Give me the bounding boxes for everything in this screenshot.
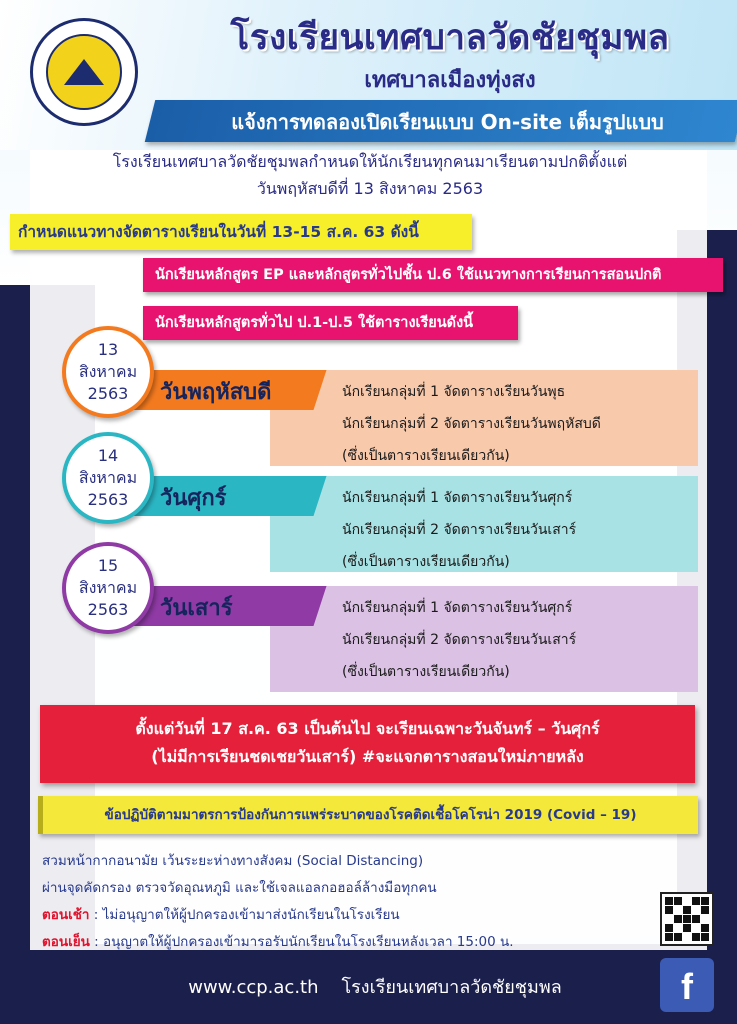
day-name: วันเสาร์ [160, 596, 233, 621]
footer-school-name: โรงเรียนเทศบาลวัดชัยชุมพล [341, 977, 562, 998]
website-link[interactable]: www.ccp.ac.th [188, 977, 319, 998]
date-month: สิงหาคม [78, 362, 138, 381]
date-year: 2563 [87, 600, 129, 619]
intro-line-1: โรงเรียนเทศบาลวัดชัยชุมพลกำหนดให้นักเรียนทุกคนมาเรียนตามปกติตั้งแต่ [112, 152, 628, 171]
date-year: 2563 [87, 384, 129, 403]
schedule-line: นักเรียนกลุ่มที่ 1 จัดตารางเรียนวันศุกร์ [342, 490, 573, 506]
schedule-line: นักเรียนกลุ่มที่ 2 จัดตารางเรียนวันพฤหัสบดี [342, 416, 601, 432]
schedule-line: นักเรียนกลุ่มที่ 1 จัดตารางเรียนวันศุกร์ [342, 600, 573, 616]
date-day: 14 [97, 446, 119, 465]
notice-line-1: ตั้งแต่วันที่ 17 ส.ค. 63 เป็นต้นไป จะเรียนเฉพาะวันจันทร์ – วันศุกร์ [135, 719, 600, 738]
rule-evening-label: ตอนเย็น [42, 934, 90, 950]
facebook-icon[interactable]: f [660, 958, 714, 1012]
schedule-panel [270, 586, 698, 692]
note-p1-p5: นักเรียนหลักสูตรทั่วไป ป.1-ป.5 ใช้ตารางเรียนดังนี้ [143, 306, 518, 340]
date-day: 13 [97, 340, 119, 359]
date-badge [62, 542, 154, 634]
temple-roof-icon [64, 59, 104, 85]
intro-text [40, 148, 700, 202]
rule-line-2: ผ่านจุดคัดกรอง ตรวจวัดอุณหภูมิ และใช้เจลแอลกอฮอล์ล้างมือทุกคน [42, 880, 437, 896]
note-ep-p6: นักเรียนหลักสูตร EP และหลักสูตรทั่วไปชั้น ป.6 ใช้แนวทางการเรียนการสอนปกติ [143, 258, 723, 292]
footer-text [95, 972, 655, 1001]
rule-morning-label: ตอนเช้า [42, 907, 90, 923]
school-logo [30, 18, 138, 126]
covid-rules [42, 848, 682, 956]
covid-measures-title: ข้อปฏิบัติตามมาตรการป้องกันการแพร่ระบาดของโรคติดเชื้อโคโรน่า 2019 (Covid – 19) [38, 796, 698, 834]
date-badge [62, 326, 154, 418]
intro-line-2: วันพฤหัสบดีที่ 13 สิงหาคม 2563 [256, 179, 484, 198]
schedule-line: (ซึ่งเป็นตารางเรียนเดียวกัน) [342, 664, 510, 680]
schedule-line: นักเรียนกลุ่มที่ 2 จัดตารางเรียนวันเสาร์ [342, 632, 577, 648]
date-year: 2563 [87, 490, 129, 509]
schedule-line: นักเรียนกลุ่มที่ 1 จัดตารางเรียนวันพุธ [342, 384, 566, 400]
schedule-line: (ซึ่งเป็นตารางเรียนเดียวกัน) [342, 554, 510, 570]
day-name: วันศุกร์ [160, 486, 227, 511]
day-name: วันพฤหัสบดี [160, 380, 272, 405]
rule-morning [42, 902, 682, 929]
date-badge [62, 432, 154, 524]
qr-code-icon[interactable] [660, 892, 714, 946]
page-title: โรงเรียนเทศบาลวัดชัยชุมพล [230, 18, 670, 58]
guideline-bar: กำหนดแนวทางจัดตารางเรียนในวันที่ 13-15 ส.ค. 63 ดังนี้ [10, 214, 472, 250]
rule-line-1: สวมหน้ากากอนามัย เว้นระยะห่างทางสังคม (Social Distancing) [42, 853, 424, 869]
schedule-change-notice [40, 705, 695, 783]
rule-evening-text: : อนุญาตให้ผู้ปกครองเข้ามารอรับนักเรียนในโรงเรียนหลังเวลา 15:00 น. [89, 934, 514, 950]
schedule-line: นักเรียนกลุ่มที่ 2 จัดตารางเรียนวันเสาร์ [342, 522, 577, 538]
date-day: 15 [97, 556, 119, 575]
logo-emblem-icon [46, 34, 122, 110]
date-month: สิงหาคม [78, 468, 138, 487]
page-subtitle: เทศบาลเมืองทุ่งสง [364, 68, 536, 93]
announcement-banner-text: แจ้งการทดลองเปิดเรียนแบบ On-site เต็มรูปแบบ [231, 110, 664, 134]
date-month: สิงหาคม [78, 578, 138, 597]
rule-evening [42, 929, 682, 956]
schedule-line: (ซึ่งเป็นตารางเรียนเดียวกัน) [342, 448, 510, 464]
schedule-day-15 [0, 542, 737, 692]
notice-line-2: (ไม่มีการเรียนชดเชยวันเสาร์) #จะแจกตารางสอนใหม่ภายหลัง [151, 747, 584, 766]
rule-morning-text: : ไม่อนุญาตให้ผู้ปกครองเข้ามาส่งนักเรียนในโรงเรียน [89, 907, 400, 923]
